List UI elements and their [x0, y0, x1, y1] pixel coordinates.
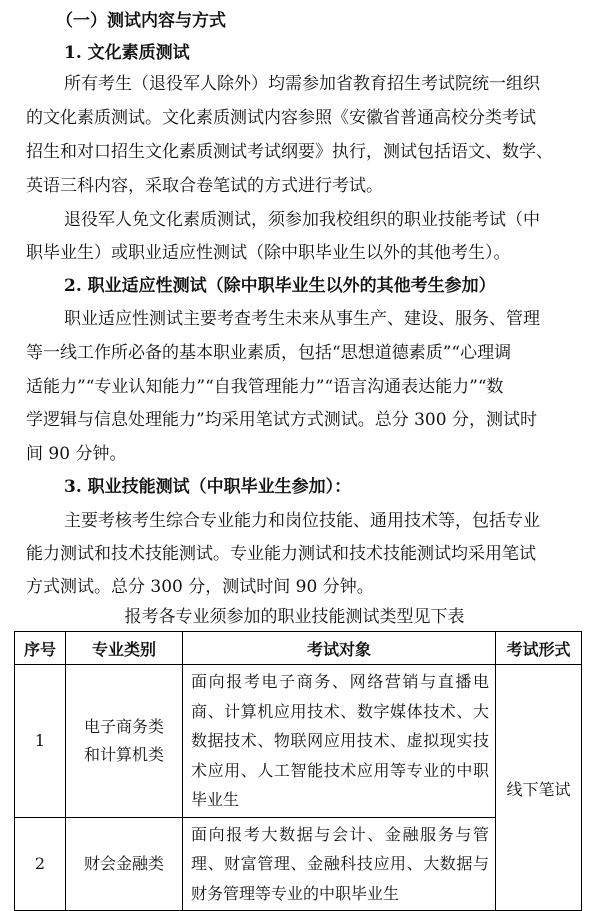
paragraph-line: 招生和对口招生文化素质测试考试纲要》执行，测试包括语文、数学、: [26, 142, 553, 162]
exam-type-table: [14, 631, 582, 911]
row-number: 1: [15, 665, 66, 818]
header-cell-target: 考试对象: [183, 632, 496, 665]
paragraph-line: 间 90 分钟。: [26, 444, 127, 464]
exam-form-cell: 线下笔试: [496, 665, 582, 911]
table-row: [15, 665, 582, 818]
row-target: 面向报考大数据与会计、金融服务与管理、财富管理、金融科技应用、大数据与财务管理等专业的中职毕业生: [183, 817, 496, 911]
paragraph-line: 主要考核考生综合专业能力和岗位技能、通用技术等，包括专业: [64, 511, 540, 531]
table-header-row: [15, 632, 582, 665]
category-line: 电子商务类: [83, 716, 164, 736]
paragraph-line: 的文化素质测试。文化素质测试内容参照《安徽省普通高校分类考试: [26, 108, 536, 128]
paragraph-line: 英语三科内容，采取合卷笔试的方式进行考试。: [26, 176, 383, 196]
header-cell-form: 考试形式: [496, 632, 582, 665]
category-line: 财会金融类: [83, 853, 164, 873]
table-caption: 报考各专业须参加的职业技能测试类型见下表: [124, 607, 465, 627]
row-target: 面向报考电子商务、网络营销与直播电商、计算机应用技术、数字媒体技术、大数据技术、物联网应用技术、虚拟现实技术应用、人工智能技术应用等专业的中职毕业生: [183, 665, 496, 818]
paragraph-line: 职毕业生）或职业适应性测试（除中职毕业生以外的其他考生）。: [26, 243, 511, 263]
subsection-title-culture-test: 1. 文化素质测试: [64, 43, 190, 63]
paragraph-line: 职业适应性测试主要考查考生未来从事生产、建设、服务、管理: [64, 309, 540, 329]
paragraph-line: 方式测试。总分 300 分，测试时间 90 分钟。: [26, 577, 374, 597]
header-cell-number: 序号: [15, 632, 66, 665]
subsection-title-skills-test: 3. 职业技能测试（中职毕业生参加）：: [64, 477, 352, 497]
paragraph-line: 能力测试和技术技能测试。专业能力测试和技术技能测试均采用笔试: [26, 544, 536, 564]
paragraph-line: 退役军人免文化素质测试，须参加我校组织的职业技能考试（中: [64, 210, 540, 230]
category-line: 和计算机类: [83, 744, 164, 764]
subsection-title-aptitude-test: 2. 职业适应性测试（除中职毕业生以外的其他考生参加）: [64, 276, 496, 296]
section-title: （一）测试内容与方式: [56, 11, 226, 31]
paragraph-line: 适能力”“专业认知能力”“自我管理能力”“语言沟通表达能力”“数: [26, 377, 504, 397]
paragraph-line: 等一线工作所必备的基本职业素质，包括“思想道德素质”“心理调: [26, 343, 512, 363]
paragraph-line: 所有考生（退役军人除外）均需参加省教育招生考试院统一组织: [64, 74, 540, 94]
header-cell-category: 专业类别: [66, 632, 183, 665]
row-number: 2: [15, 817, 66, 911]
row-category: [66, 665, 183, 818]
row-category: [66, 817, 183, 911]
paragraph-line: 学逻辑与信息处理能力”均采用笔试方式测试。总分 300 分，测试时: [26, 410, 537, 430]
